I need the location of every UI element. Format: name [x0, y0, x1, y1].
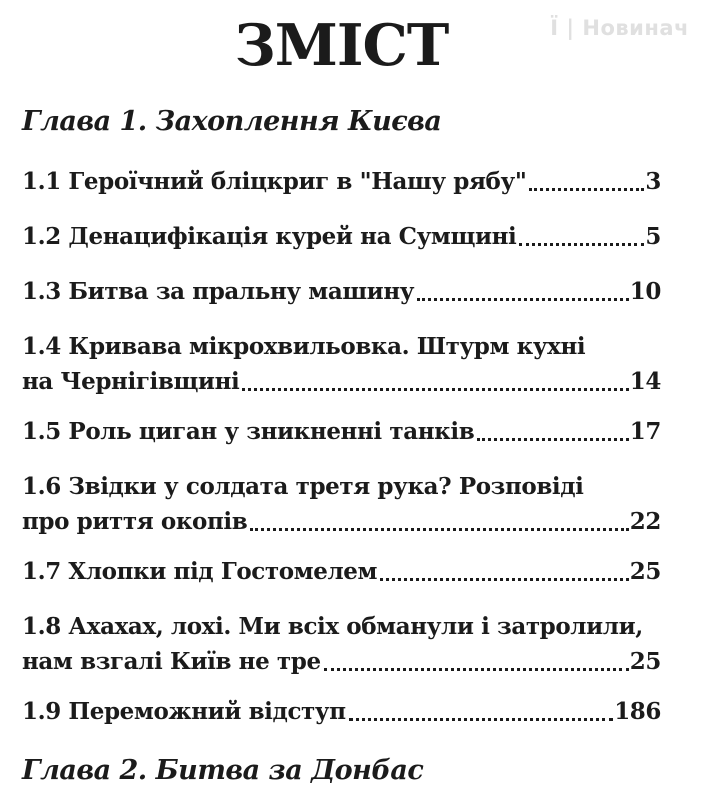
toc-entry-page: 186 — [614, 698, 661, 725]
chapter-1-heading: Глава 1. Захоплення Києва — [22, 106, 442, 137]
toc-entry-page: 3 — [645, 168, 661, 195]
toc-entry-1-4 — [22, 329, 661, 399]
toc-entry-title: 1.1 Героїчний бліцкриг в "Нашу рябу" — [22, 168, 527, 195]
dotted-leader — [380, 578, 629, 581]
toc-entry-1-1 — [22, 164, 661, 199]
dotted-leader — [417, 298, 629, 301]
dotted-leader — [477, 438, 628, 441]
dotted-leader — [250, 528, 628, 531]
toc-entry-1-5 — [22, 414, 661, 449]
toc-entry-continuation: нам взгалі Київ не тре — [22, 648, 321, 675]
toc-entry-1-6 — [22, 469, 661, 539]
page-title: ЗМІСТ — [234, 12, 449, 79]
toc-entry-1-9 — [22, 694, 661, 729]
toc-entry-title: 1.9 Переможний відступ — [22, 698, 346, 725]
toc-entry-title: 1.3 Битва за пральну машину — [22, 278, 415, 305]
dotted-leader — [349, 718, 614, 721]
toc-entry-title: 1.4 Кривава мікрохвильовка. Штурм кухні — [22, 333, 586, 360]
dotted-leader — [529, 188, 644, 191]
toc-entry-title: 1.6 Звідки у солдата третя рука? Розповіді — [22, 473, 584, 500]
toc-entry-page: 5 — [645, 223, 661, 250]
dotted-leader — [324, 668, 629, 671]
toc-entry-continuation: на Чернігівщині — [22, 368, 240, 395]
toc-list — [22, 164, 661, 729]
toc-entry-title: 1.5 Роль циган у зникненні танків — [22, 418, 475, 445]
toc-entry-1-8 — [22, 609, 661, 679]
toc-entry-1-2 — [22, 219, 661, 254]
toc-entry-page: 14 — [629, 368, 661, 395]
dotted-leader — [519, 243, 644, 246]
toc-entry-page: 22 — [629, 508, 661, 535]
toc-entry-page: 25 — [629, 558, 661, 585]
toc-entry-page: 25 — [629, 648, 661, 675]
dotted-leader — [242, 388, 628, 391]
toc-entry-page: 17 — [629, 418, 661, 445]
toc-entry-title: 1.8 Ахахах, лохі. Ми всіх обманули і затролили, — [22, 613, 643, 640]
toc-entry-1-3 — [22, 274, 661, 309]
toc-entry-1-7 — [22, 554, 661, 589]
chapter-2-heading: Глава 2. Битва за Донбас — [22, 755, 424, 786]
toc-entry-page: 10 — [629, 278, 661, 305]
toc-entry-title: 1.2 Денацифікація курей на Сумщині — [22, 223, 517, 250]
toc-entry-continuation: про риття окопів — [22, 508, 248, 535]
watermark: Ї | Новинач — [550, 16, 689, 40]
toc-entry-title: 1.7 Хлопки під Гостомелем — [22, 558, 378, 585]
